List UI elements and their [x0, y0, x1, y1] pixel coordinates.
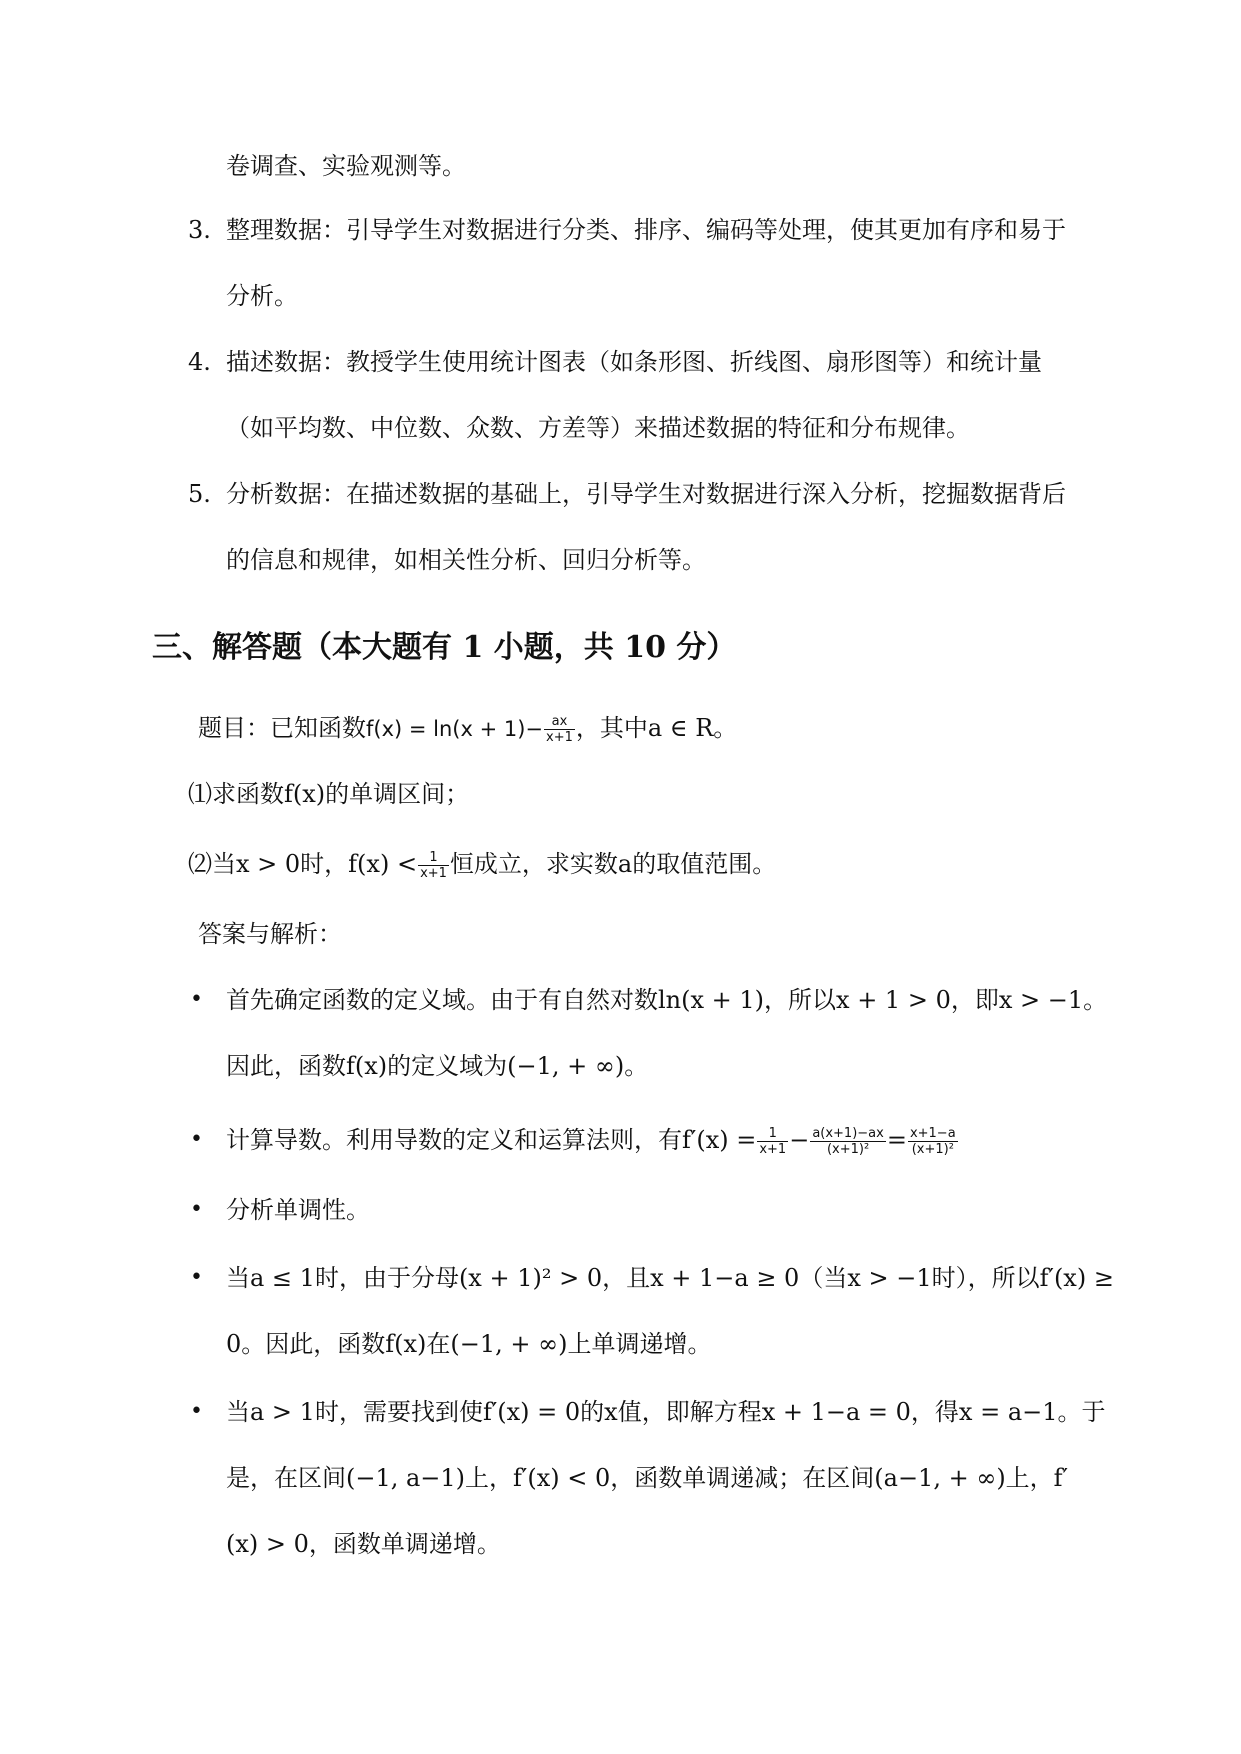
bullet-3-text: 分析单调性。 [226, 1196, 370, 1224]
derivative-fraction-2-denominator: (x+1)² [826, 1142, 870, 1157]
problem-fraction-numerator: ax [544, 714, 575, 730]
derivative-fraction-3-numerator: x+1−a [909, 1126, 956, 1141]
question-2-suffix: 恒成立，求实数a的取值范围。 [449, 850, 777, 878]
list-number-4: 4. [188, 348, 211, 376]
bullet-5-line-2: 是，在区间(−1, a−1)上，f′(x) < 0，函数单调递减；在区间(a−1, + ∞)上，f′ [226, 1464, 1069, 1492]
question-2-fraction-numerator: 1 [418, 850, 449, 866]
list-item-3-line-1: 整理数据：引导学生对数据进行分类、排序、编码等处理，使其更加有序和易于 [226, 216, 1066, 244]
section-heading: 三、解答题（本大题有 1 小题，共 10 分） [152, 630, 737, 665]
list-item-3-line-2: 分析。 [226, 282, 298, 310]
question-2-prefix: ⑵当x > 0时，f(x) < [188, 850, 418, 878]
bullet-5-marker: • [190, 1399, 203, 1424]
derivative-minus: − [789, 1126, 810, 1154]
bullet-2-derivative [226, 1124, 959, 1157]
list-item-2-continuation: 卷调查、实验观测等。 [226, 152, 466, 180]
answer-label: 答案与解析： [198, 920, 342, 948]
question-2-fraction [418, 850, 449, 881]
list-number-3: 3. [188, 216, 211, 244]
derivative-fraction-1 [757, 1126, 788, 1157]
bullet-4-line-2: 0。因此，函数f(x)在(−1, + ∞)上单调递增。 [226, 1330, 712, 1358]
bullet-3-marker: • [190, 1197, 203, 1222]
question-2 [188, 848, 776, 881]
problem-intro [198, 712, 737, 745]
problem-fraction [544, 714, 575, 745]
bullet-2-prefix: 计算导数。利用导数的定义和运算法则，有f′(x) = [226, 1126, 757, 1154]
problem-fraction-denominator: x+1 [546, 730, 573, 745]
bullet-2-marker: • [190, 1127, 203, 1152]
bullet-5-line-1: 当a > 1时，需要找到使f′(x) = 0的x值，即解方程x + 1−a = 0，得x = a−1。于 [226, 1398, 1106, 1426]
bullet-1-marker: • [190, 987, 203, 1012]
list-item-4-line-1: 描述数据：教授学生使用统计图表（如条形图、折线图、扇形图等）和统计量 [226, 348, 1042, 376]
bullet-1-line-2: 因此，函数f(x)的定义域为(−1, + ∞)。 [226, 1052, 649, 1080]
derivative-fraction-1-denominator: x+1 [759, 1142, 787, 1157]
question-2-fraction-denominator: x+1 [420, 866, 447, 881]
derivative-fraction-2 [810, 1126, 886, 1157]
list-item-4-line-2: （如平均数、中位数、众数、方差等）来描述数据的特征和分布规律。 [226, 414, 970, 442]
derivative-fraction-2-numerator: a(x+1)−ax [812, 1126, 884, 1141]
derivative-equals: = [886, 1126, 907, 1154]
list-item-5-line-2: 的信息和规律，如相关性分析、回归分析等。 [226, 546, 706, 574]
bullet-5-line-3: (x) > 0，函数单调递增。 [226, 1530, 501, 1558]
problem-intro-suffix: ，其中a ∈ R。 [575, 714, 738, 742]
list-number-5: 5. [188, 480, 211, 508]
bullet-4-marker: • [190, 1265, 203, 1290]
question-1: ⑴求函数f(x)的单调区间； [188, 780, 470, 808]
derivative-fraction-3-denominator: (x+1)² [911, 1142, 954, 1157]
bullet-1-line-1: 首先确定函数的定义域。由于有自然对数ln(x + 1)，所以x + 1 > 0，即x > −1。 [226, 986, 1108, 1014]
list-item-5-line-1: 分析数据：在描述数据的基础上，引导学生对数据进行深入分析，挖掘数据背后 [226, 480, 1066, 508]
problem-intro-prefix: 题目：已知函数 [198, 714, 366, 742]
derivative-fraction-1-numerator: 1 [757, 1126, 788, 1142]
bullet-4-line-1: 当a ≤ 1时，由于分母(x + 1)² > 0，且x + 1−a ≥ 0（当x > −1时），所以f′(x) ≥ [226, 1264, 1114, 1292]
problem-function-expression: f(x) = ln(x + 1)− [366, 717, 544, 741]
derivative-fraction-3 [908, 1126, 958, 1157]
